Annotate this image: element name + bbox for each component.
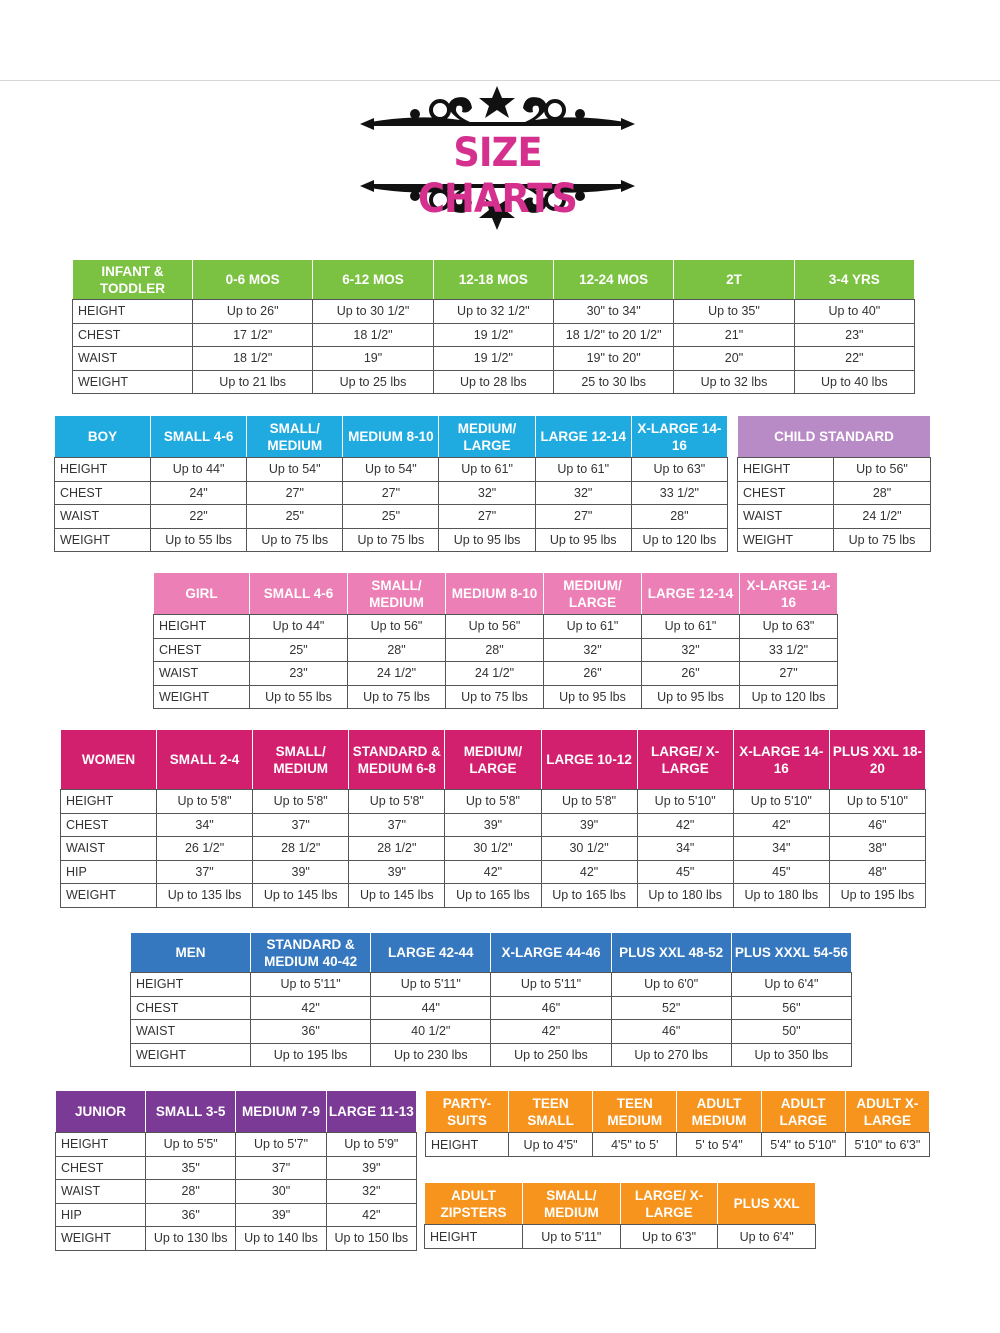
table-cell: 39": [445, 813, 541, 837]
table-cell: 30": [236, 1180, 326, 1204]
table-cell: 28": [631, 505, 727, 529]
table-cell: 27": [535, 505, 631, 529]
table-row: [738, 458, 931, 482]
infant-header-0: INFANT & TODDLER: [73, 260, 193, 300]
table-cell: Up to 150 lbs: [326, 1227, 416, 1251]
table-cell: Up to 5'8": [253, 790, 349, 814]
girl-header-0: GIRL: [154, 573, 250, 615]
women-header-8: PLUS XXL 18-20: [829, 730, 925, 790]
row-label: WAIST: [73, 347, 193, 371]
junior-header-1: SMALL 3-5: [146, 1091, 236, 1133]
table-cell: 27": [343, 481, 439, 505]
table-cell: Up to 180 lbs: [733, 884, 829, 908]
table-row: [425, 1225, 816, 1249]
table-row: [56, 1133, 417, 1157]
table-cell: Up to 95 lbs: [544, 685, 642, 709]
row-label: WEIGHT: [56, 1227, 146, 1251]
table-cell: Up to 28 lbs: [433, 370, 553, 394]
table-cell: 28": [834, 481, 931, 505]
row-label: WAIST: [738, 505, 834, 529]
zip-header-0: ADULT ZIPSTERS: [425, 1183, 523, 1225]
table-cell: Up to 61": [544, 615, 642, 639]
table-row: [55, 481, 728, 505]
table-cell: 37": [253, 813, 349, 837]
table-cell: 26": [544, 662, 642, 686]
row-label: WAIST: [154, 662, 250, 686]
row-label: HEIGHT: [426, 1133, 509, 1157]
table-cell: Up to 6'3": [620, 1225, 718, 1249]
table-cell: 39": [541, 813, 637, 837]
girl-header-1: SMALL 4-6: [250, 573, 348, 615]
table-cell: Up to 25 lbs: [313, 370, 433, 394]
table-cell: Up to 40 lbs: [794, 370, 914, 394]
table-cell: 24 1/2": [834, 505, 931, 529]
table-cell: Up to 21 lbs: [193, 370, 313, 394]
table-cell: Up to 63": [631, 458, 727, 482]
infant-header-2: 6-12 MOS: [313, 260, 433, 300]
table-cell: Up to 44": [250, 615, 348, 639]
table-cell: Up to 5'8": [157, 790, 253, 814]
boy-table: [54, 415, 728, 552]
table-cell: Up to 56": [834, 458, 931, 482]
row-label: WEIGHT: [131, 1043, 251, 1067]
table-cell: 27": [740, 662, 838, 686]
table-cell: 30 1/2": [541, 837, 637, 861]
table-cell: 34": [157, 813, 253, 837]
table-cell: 18 1/2": [313, 323, 433, 347]
table-cell: 25": [250, 638, 348, 662]
table-cell: 26 1/2": [157, 837, 253, 861]
table-cell: Up to 75 lbs: [446, 685, 544, 709]
table-cell: 48": [829, 860, 925, 884]
table-cell: 28 1/2": [253, 837, 349, 861]
table-cell: 19": [313, 347, 433, 371]
row-label: HEIGHT: [73, 300, 193, 324]
table-row: [61, 837, 926, 861]
table-cell: Up to 63": [740, 615, 838, 639]
men-header-3: X-LARGE 44-46: [491, 933, 611, 973]
row-label: WEIGHT: [61, 884, 157, 908]
girl-header-4: MEDIUM/ LARGE: [544, 573, 642, 615]
table-cell: Up to 5'11": [491, 973, 611, 997]
table-cell: Up to 5'7": [236, 1133, 326, 1157]
table-cell: 19 1/2": [433, 347, 553, 371]
table-cell: Up to 6'0": [611, 973, 731, 997]
girl-header-3: MEDIUM 8-10: [446, 573, 544, 615]
table-cell: 37": [349, 813, 445, 837]
table-row: [56, 1203, 417, 1227]
row-label: CHEST: [61, 813, 157, 837]
table-cell: 32": [642, 638, 740, 662]
table-cell: 28": [348, 638, 446, 662]
table-cell: Up to 61": [439, 458, 535, 482]
girl-table: [153, 572, 838, 709]
table-cell: Up to 140 lbs: [236, 1227, 326, 1251]
junior-header-row: [56, 1091, 417, 1133]
table-cell: 19 1/2": [433, 323, 553, 347]
row-label: HEIGHT: [131, 973, 251, 997]
table-cell: 34": [733, 837, 829, 861]
table-cell: Up to 44": [151, 458, 247, 482]
men-table: [130, 932, 852, 1067]
table-row: [55, 458, 728, 482]
row-label: WAIST: [56, 1180, 146, 1204]
girl-header-2: SMALL/ MEDIUM: [348, 573, 446, 615]
zip-header-1: SMALL/ MEDIUM: [523, 1183, 621, 1225]
table-cell: 4'5" to 5': [593, 1133, 677, 1157]
table-row: [73, 347, 915, 371]
row-label: HIP: [56, 1203, 146, 1227]
table-row: [131, 973, 852, 997]
infant-header-5: 2T: [674, 260, 794, 300]
table-cell: 46": [829, 813, 925, 837]
table-cell: Up to 120 lbs: [631, 528, 727, 552]
table-cell: 42": [733, 813, 829, 837]
junior-header-2: MEDIUM 7-9: [236, 1091, 326, 1133]
table-cell: 24 1/2": [446, 662, 544, 686]
table-row: [154, 615, 838, 639]
table-cell: 40 1/2": [371, 1020, 491, 1044]
table-cell: Up to 4'5": [509, 1133, 593, 1157]
table-row: [131, 1020, 852, 1044]
table-cell: 22": [151, 505, 247, 529]
table-cell: 46": [611, 1020, 731, 1044]
table-row: [131, 1043, 852, 1067]
table-cell: 22": [794, 347, 914, 371]
table-cell: 39": [349, 860, 445, 884]
table-row: [61, 813, 926, 837]
table-row: [154, 685, 838, 709]
row-label: WEIGHT: [73, 370, 193, 394]
table-cell: 38": [829, 837, 925, 861]
table-cell: Up to 32 1/2": [433, 300, 553, 324]
table-cell: Up to 95 lbs: [439, 528, 535, 552]
row-label: CHEST: [55, 481, 151, 505]
table-row: [56, 1227, 417, 1251]
table-cell: 44": [371, 996, 491, 1020]
party-header-5: ADULT X-LARGE: [845, 1091, 929, 1133]
infant-header-6: 3-4 YRS: [794, 260, 914, 300]
table-cell: Up to 195 lbs: [829, 884, 925, 908]
child-header-0: CHILD STANDARD: [738, 416, 931, 458]
table-cell: 28": [146, 1180, 236, 1204]
table-cell: Up to 145 lbs: [349, 884, 445, 908]
row-label: CHEST: [738, 481, 834, 505]
table-cell: Up to 56": [348, 615, 446, 639]
size-charts-logo: [360, 84, 635, 234]
table-row: [131, 996, 852, 1020]
table-cell: Up to 30 1/2": [313, 300, 433, 324]
table-cell: Up to 165 lbs: [541, 884, 637, 908]
table-cell: Up to 55 lbs: [250, 685, 348, 709]
party-suits-table: [425, 1090, 930, 1157]
row-label: HEIGHT: [425, 1225, 523, 1249]
table-cell: 23": [250, 662, 348, 686]
boy-header-0: BOY: [55, 416, 151, 458]
table-cell: 34": [637, 837, 733, 861]
table-cell: Up to 75 lbs: [834, 528, 931, 552]
women-header-7: X-LARGE 14-16: [733, 730, 829, 790]
table-cell: 27": [247, 481, 343, 505]
table-cell: 42": [326, 1203, 416, 1227]
boy-header-5: LARGE 12-14: [535, 416, 631, 458]
table-cell: Up to 32 lbs: [674, 370, 794, 394]
top-divider: [0, 80, 1000, 81]
table-cell: 42": [445, 860, 541, 884]
row-label: HEIGHT: [56, 1133, 146, 1157]
table-cell: 32": [544, 638, 642, 662]
table-cell: 17 1/2": [193, 323, 313, 347]
table-cell: 26": [642, 662, 740, 686]
table-cell: Up to 195 lbs: [251, 1043, 371, 1067]
table-cell: 32": [439, 481, 535, 505]
table-cell: 27": [439, 505, 535, 529]
infant-header-3: 12-18 MOS: [433, 260, 553, 300]
girl-header-6: X-LARGE 14-16: [740, 573, 838, 615]
row-label: WEIGHT: [154, 685, 250, 709]
table-cell: 46": [491, 996, 611, 1020]
boy-header-6: X-LARGE 14-16: [631, 416, 727, 458]
table-cell: Up to 5'8": [445, 790, 541, 814]
table-cell: Up to 250 lbs: [491, 1043, 611, 1067]
women-header-0: WOMEN: [61, 730, 157, 790]
junior-header-0: JUNIOR: [56, 1091, 146, 1133]
table-cell: Up to 40": [794, 300, 914, 324]
party-header-3: ADULT MEDIUM: [677, 1091, 761, 1133]
table-cell: Up to 56": [446, 615, 544, 639]
zip-header-3: PLUS XXL: [718, 1183, 816, 1225]
women-header-4: MEDIUM/ LARGE: [445, 730, 541, 790]
table-row: [738, 528, 931, 552]
table-cell: Up to 350 lbs: [731, 1043, 851, 1067]
table-cell: Up to 5'9": [326, 1133, 416, 1157]
table-cell: 5'4" to 5'10": [761, 1133, 845, 1157]
page-title: SIZE CHARTS: [417, 130, 578, 222]
row-label: WAIST: [55, 505, 151, 529]
women-header-5: LARGE 10-12: [541, 730, 637, 790]
table-cell: Up to 6'4": [731, 973, 851, 997]
table-cell: Up to 54": [247, 458, 343, 482]
party-header-2: TEEN MEDIUM: [593, 1091, 677, 1133]
table-cell: 5' to 5'4": [677, 1133, 761, 1157]
boy-header-row: [55, 416, 728, 458]
boy-header-1: SMALL 4-6: [151, 416, 247, 458]
table-row: [56, 1156, 417, 1180]
table-cell: Up to 95 lbs: [642, 685, 740, 709]
table-cell: 36": [146, 1203, 236, 1227]
table-cell: Up to 5'10": [829, 790, 925, 814]
table-cell: Up to 6'4": [718, 1225, 816, 1249]
party-header-1: TEEN SMALL: [509, 1091, 593, 1133]
table-row: [154, 638, 838, 662]
women-header-1: SMALL 2-4: [157, 730, 253, 790]
table-cell: 20": [674, 347, 794, 371]
child-standard-table: [737, 415, 931, 552]
girl-header-5: LARGE 12-14: [642, 573, 740, 615]
table-cell: Up to 5'5": [146, 1133, 236, 1157]
row-label: CHEST: [56, 1156, 146, 1180]
child-header-row: [738, 416, 931, 458]
men-header-4: PLUS XXL 48-52: [611, 933, 731, 973]
table-cell: 32": [535, 481, 631, 505]
row-label: HIP: [61, 860, 157, 884]
table-row: [73, 300, 915, 324]
infant-toddler-table: [72, 259, 915, 394]
table-cell: 56": [731, 996, 851, 1020]
table-cell: 33 1/2": [740, 638, 838, 662]
row-label: HEIGHT: [154, 615, 250, 639]
table-cell: Up to 61": [535, 458, 631, 482]
zip-header-2: LARGE/ X-LARGE: [620, 1183, 718, 1225]
table-cell: 42": [251, 996, 371, 1020]
table-cell: Up to 5'11": [251, 973, 371, 997]
table-cell: 24 1/2": [348, 662, 446, 686]
table-cell: Up to 165 lbs: [445, 884, 541, 908]
junior-header-3: LARGE 11-13: [326, 1091, 416, 1133]
table-row: [73, 370, 915, 394]
party-header-4: ADULT LARGE: [761, 1091, 845, 1133]
table-cell: 30 1/2": [445, 837, 541, 861]
men-header-row: [131, 933, 852, 973]
table-cell: Up to 26": [193, 300, 313, 324]
men-header-2: LARGE 42-44: [371, 933, 491, 973]
table-cell: 45": [637, 860, 733, 884]
table-cell: Up to 5'11": [371, 973, 491, 997]
party-header-row: [426, 1091, 930, 1133]
table-cell: Up to 75 lbs: [247, 528, 343, 552]
table-cell: 25": [247, 505, 343, 529]
row-label: WAIST: [61, 837, 157, 861]
men-header-5: PLUS XXXL 54-56: [731, 933, 851, 973]
table-cell: 30" to 34": [553, 300, 673, 324]
table-cell: 18 1/2" to 20 1/2": [553, 323, 673, 347]
party-header-0: PARTY- SUITS: [426, 1091, 509, 1133]
table-row: [738, 505, 931, 529]
row-label: CHEST: [73, 323, 193, 347]
table-row: [154, 662, 838, 686]
table-cell: Up to 54": [343, 458, 439, 482]
women-header-6: LARGE/ X-LARGE: [637, 730, 733, 790]
table-cell: Up to 75 lbs: [343, 528, 439, 552]
table-row: [55, 505, 728, 529]
women-table: [60, 729, 926, 908]
table-cell: 39": [253, 860, 349, 884]
table-cell: Up to 5'11": [523, 1225, 621, 1249]
table-row: [61, 860, 926, 884]
table-cell: 25 to 30 lbs: [553, 370, 673, 394]
table-cell: 45": [733, 860, 829, 884]
table-cell: Up to 130 lbs: [146, 1227, 236, 1251]
table-cell: Up to 5'10": [733, 790, 829, 814]
table-cell: Up to 180 lbs: [637, 884, 733, 908]
infant-header-1: 0-6 MOS: [193, 260, 313, 300]
row-label: WEIGHT: [738, 528, 834, 552]
girl-header-row: [154, 573, 838, 615]
table-cell: 37": [157, 860, 253, 884]
table-cell: Up to 95 lbs: [535, 528, 631, 552]
row-label: HEIGHT: [55, 458, 151, 482]
table-cell: 36": [251, 1020, 371, 1044]
women-header-2: SMALL/ MEDIUM: [253, 730, 349, 790]
table-cell: 37": [236, 1156, 326, 1180]
table-cell: Up to 120 lbs: [740, 685, 838, 709]
table-cell: 28": [446, 638, 544, 662]
table-cell: Up to 230 lbs: [371, 1043, 491, 1067]
table-cell: 35": [146, 1156, 236, 1180]
table-cell: 42": [491, 1020, 611, 1044]
row-label: CHEST: [131, 996, 251, 1020]
table-cell: 28 1/2": [349, 837, 445, 861]
table-cell: 5'10" to 6'3": [845, 1133, 929, 1157]
table-cell: 21": [674, 323, 794, 347]
table-cell: Up to 5'8": [541, 790, 637, 814]
table-cell: 42": [541, 860, 637, 884]
men-header-0: MEN: [131, 933, 251, 973]
table-cell: 39": [236, 1203, 326, 1227]
adult-zipsters-table: [424, 1182, 816, 1249]
row-label: CHEST: [154, 638, 250, 662]
women-header-row: [61, 730, 926, 790]
table-row: [73, 323, 915, 347]
table-cell: Up to 5'8": [349, 790, 445, 814]
table-cell: 25": [343, 505, 439, 529]
table-row: [56, 1180, 417, 1204]
women-header-3: STANDARD & MEDIUM 6-8: [349, 730, 445, 790]
table-cell: Up to 145 lbs: [253, 884, 349, 908]
row-label: WAIST: [131, 1020, 251, 1044]
table-row: [61, 884, 926, 908]
infant-header-4: 12-24 MOS: [553, 260, 673, 300]
row-label: HEIGHT: [738, 458, 834, 482]
table-cell: 18 1/2": [193, 347, 313, 371]
table-cell: 52": [611, 996, 731, 1020]
men-header-1: STANDARD & MEDIUM 40-42: [251, 933, 371, 973]
zip-header-row: [425, 1183, 816, 1225]
table-cell: 24": [151, 481, 247, 505]
table-cell: Up to 135 lbs: [157, 884, 253, 908]
table-row: [426, 1133, 930, 1157]
table-cell: Up to 35": [674, 300, 794, 324]
table-cell: Up to 5'10": [637, 790, 733, 814]
table-row: [61, 790, 926, 814]
infant-header-row: [73, 260, 915, 300]
table-cell: 42": [637, 813, 733, 837]
table-cell: Up to 55 lbs: [151, 528, 247, 552]
boy-header-2: SMALL/ MEDIUM: [247, 416, 343, 458]
table-cell: 19" to 20": [553, 347, 673, 371]
table-cell: Up to 75 lbs: [348, 685, 446, 709]
table-cell: 50": [731, 1020, 851, 1044]
table-cell: 39": [326, 1156, 416, 1180]
table-row: [738, 481, 931, 505]
junior-table: [55, 1090, 417, 1251]
table-cell: Up to 270 lbs: [611, 1043, 731, 1067]
boy-header-4: MEDIUM/ LARGE: [439, 416, 535, 458]
row-label: HEIGHT: [61, 790, 157, 814]
table-cell: 32": [326, 1180, 416, 1204]
table-cell: 33 1/2": [631, 481, 727, 505]
table-row: [55, 528, 728, 552]
table-cell: Up to 61": [642, 615, 740, 639]
boy-header-3: MEDIUM 8-10: [343, 416, 439, 458]
table-cell: 23": [794, 323, 914, 347]
row-label: WEIGHT: [55, 528, 151, 552]
